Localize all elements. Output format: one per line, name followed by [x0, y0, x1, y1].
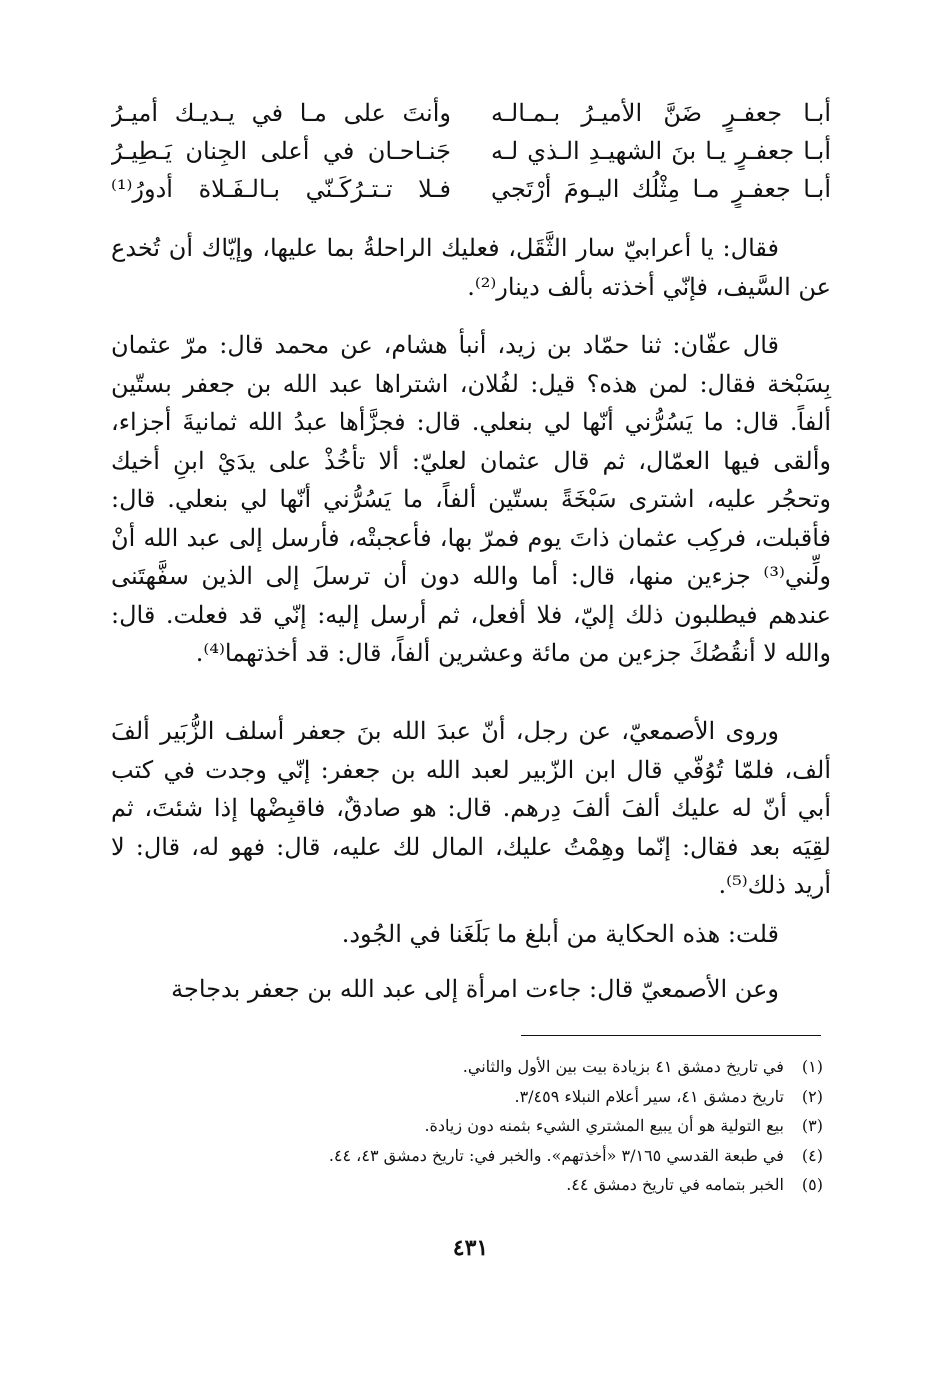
- footnote: [123, 1141, 823, 1171]
- verse-first-hemistich: أبـا جعفـرٍ مـا مِثْلُك اليـومَ أرْتَجي: [491, 175, 831, 203]
- footnotes: [123, 1052, 823, 1200]
- footnote: [123, 1170, 823, 1200]
- verse-first-hemistich: أبـا جعفـرٍ ضَنَّ الأميـرُ بـمـالـه: [491, 99, 831, 127]
- paragraph-text: قال عفّان: ثنا حمّاد بن زيد، أنبأ هشام، عن محمد قال: مرّ عثمان بِسَبْخة فقال: لمن هذه؟ قيل: لفُلان، اشتراها عبد الله بن جعفر بستّين ألفاً. قال: ما يَسُرُّني أنّها لي بنعلي. قال: فجزَّأها عبدُ الله ثمانيةَ أجزاء، وألقى فيها العمّال، ثم قال عثمان لعليّ: ألا تأخُذْ على يدَيْ ابنِ أخيك وتحجُر عليه، اشترى سَبْخَةً بستّين ألفاً، ما يَسُرُّني أنّها لي بنعلي. قال: فأقبلت، فركِب عثمان ذاتَ يوم فمرّ بها، فأعجبتْه، فأرسل إلى عبد الله أنْ ولِّني⁽³⁾ جزءين منها، قال: أما والله دون أن ترسلَ إلى الذين سفَّهتَنى عندهم فيطلبون ذلك إليّ، فلا أفعل، ثم أرسل إليه: إنّي قد فعلت. قال: والله لا أنقُصُكَ جزءين من مائة وعشرين ألفاً، قال: قد أخذتهما⁽⁴⁾.: [111, 331, 831, 667]
- footnote-number: (٤): [801, 1145, 823, 1165]
- footnote: [123, 1052, 823, 1082]
- paragraph-sabkha: [111, 326, 831, 673]
- poem-verse: [111, 170, 831, 208]
- paragraph-text: وعن الأصمعيّ قال: جاءت امرأة إلى عبد الله بن جعفر بدجاجة: [171, 975, 779, 1003]
- footnote-number: (٥): [801, 1175, 823, 1194]
- poem-verse: [111, 132, 831, 170]
- paragraph-comment: [111, 915, 831, 954]
- page-number: ٤٣١: [452, 1235, 489, 1261]
- footnote-text: في طبعة القدسي ٣/١٦٥ «أخذتهم». والخبر في: تاريخ دمشق ٤٣، ٤٤.: [328, 1145, 784, 1165]
- footnote-text: بيع التولية هو أن يبيع المشتري الشيء بثمنه دون زيادة.: [424, 1116, 784, 1135]
- paragraph-asmai: [111, 970, 831, 1009]
- footnote-text: في تاريخ دمشق ٤١ بزيادة بيت بين الأول والثاني.: [462, 1057, 784, 1076]
- paragraph-zubayr-loan: [111, 712, 831, 905]
- paragraph-text: قلت: هذه الحكاية من أبلغ ما بَلَغَنا في الجُود.: [341, 920, 779, 948]
- footnote-number: (١): [801, 1057, 823, 1076]
- footnote-separator: [521, 1035, 821, 1036]
- verse-second-hemistich: وأنتَ على مـا في يـديـك أميـرُ: [111, 99, 451, 127]
- verse-second-hemistich: فـلا تـتـرُكَـنّي بـالـفَـلاة أدورُ⁽¹⁾: [111, 175, 451, 203]
- poem: [111, 94, 831, 208]
- footnote-text: تاريخ دمشق ٤١، سير أعلام النبلاء ٣/٤٥٩.: [514, 1086, 784, 1106]
- footnote-number: (٢): [801, 1086, 823, 1106]
- footnote-text: الخبر بتمامه في تاريخ دمشق ٤٤.: [566, 1175, 784, 1194]
- verse-first-hemistich: أبـا جعفـرٍ يـا بنَ الشهيـدِ الـذي لـه: [491, 137, 831, 165]
- footnote-number: (٣): [801, 1116, 823, 1135]
- footnote: [123, 1111, 823, 1141]
- paragraph-sword: [111, 229, 831, 306]
- poem-verse: [111, 94, 831, 132]
- footnote: [123, 1082, 823, 1112]
- paragraph-text: فقال: يا أعرابيّ سار الثَّقَل، فعليك الراحلةُ بما عليها، وإيّاك أن تُخدع عن السَّيف، فإنّي أخذته بألف دينار⁽²⁾.: [111, 234, 831, 301]
- verse-second-hemistich: جَنـاحـان في أعلى الجِنان يَـطِيـرُ: [111, 137, 451, 165]
- paragraph-text: وروى الأصمعيّ، عن رجل، أنّ عبدَ الله بنَ جعفر أسلف الزُّبَير ألفَ ألف، فلمّا تُوُفّي قال ابن الزّبير لعبد الله بن جعفر: إنّي وجدت في كتب أبي أنّ له عليك ألفَ ألفَ دِرهم. قال: هو صادقٌ، فاقبِضْها إذا شئتَ، ثم لقِيَه بعد فقال: إنّما وهِمْتُ عليك، المال لك عليه، قال: فهو له، قال: لا أريد ذلك⁽⁵⁾.: [111, 717, 831, 899]
